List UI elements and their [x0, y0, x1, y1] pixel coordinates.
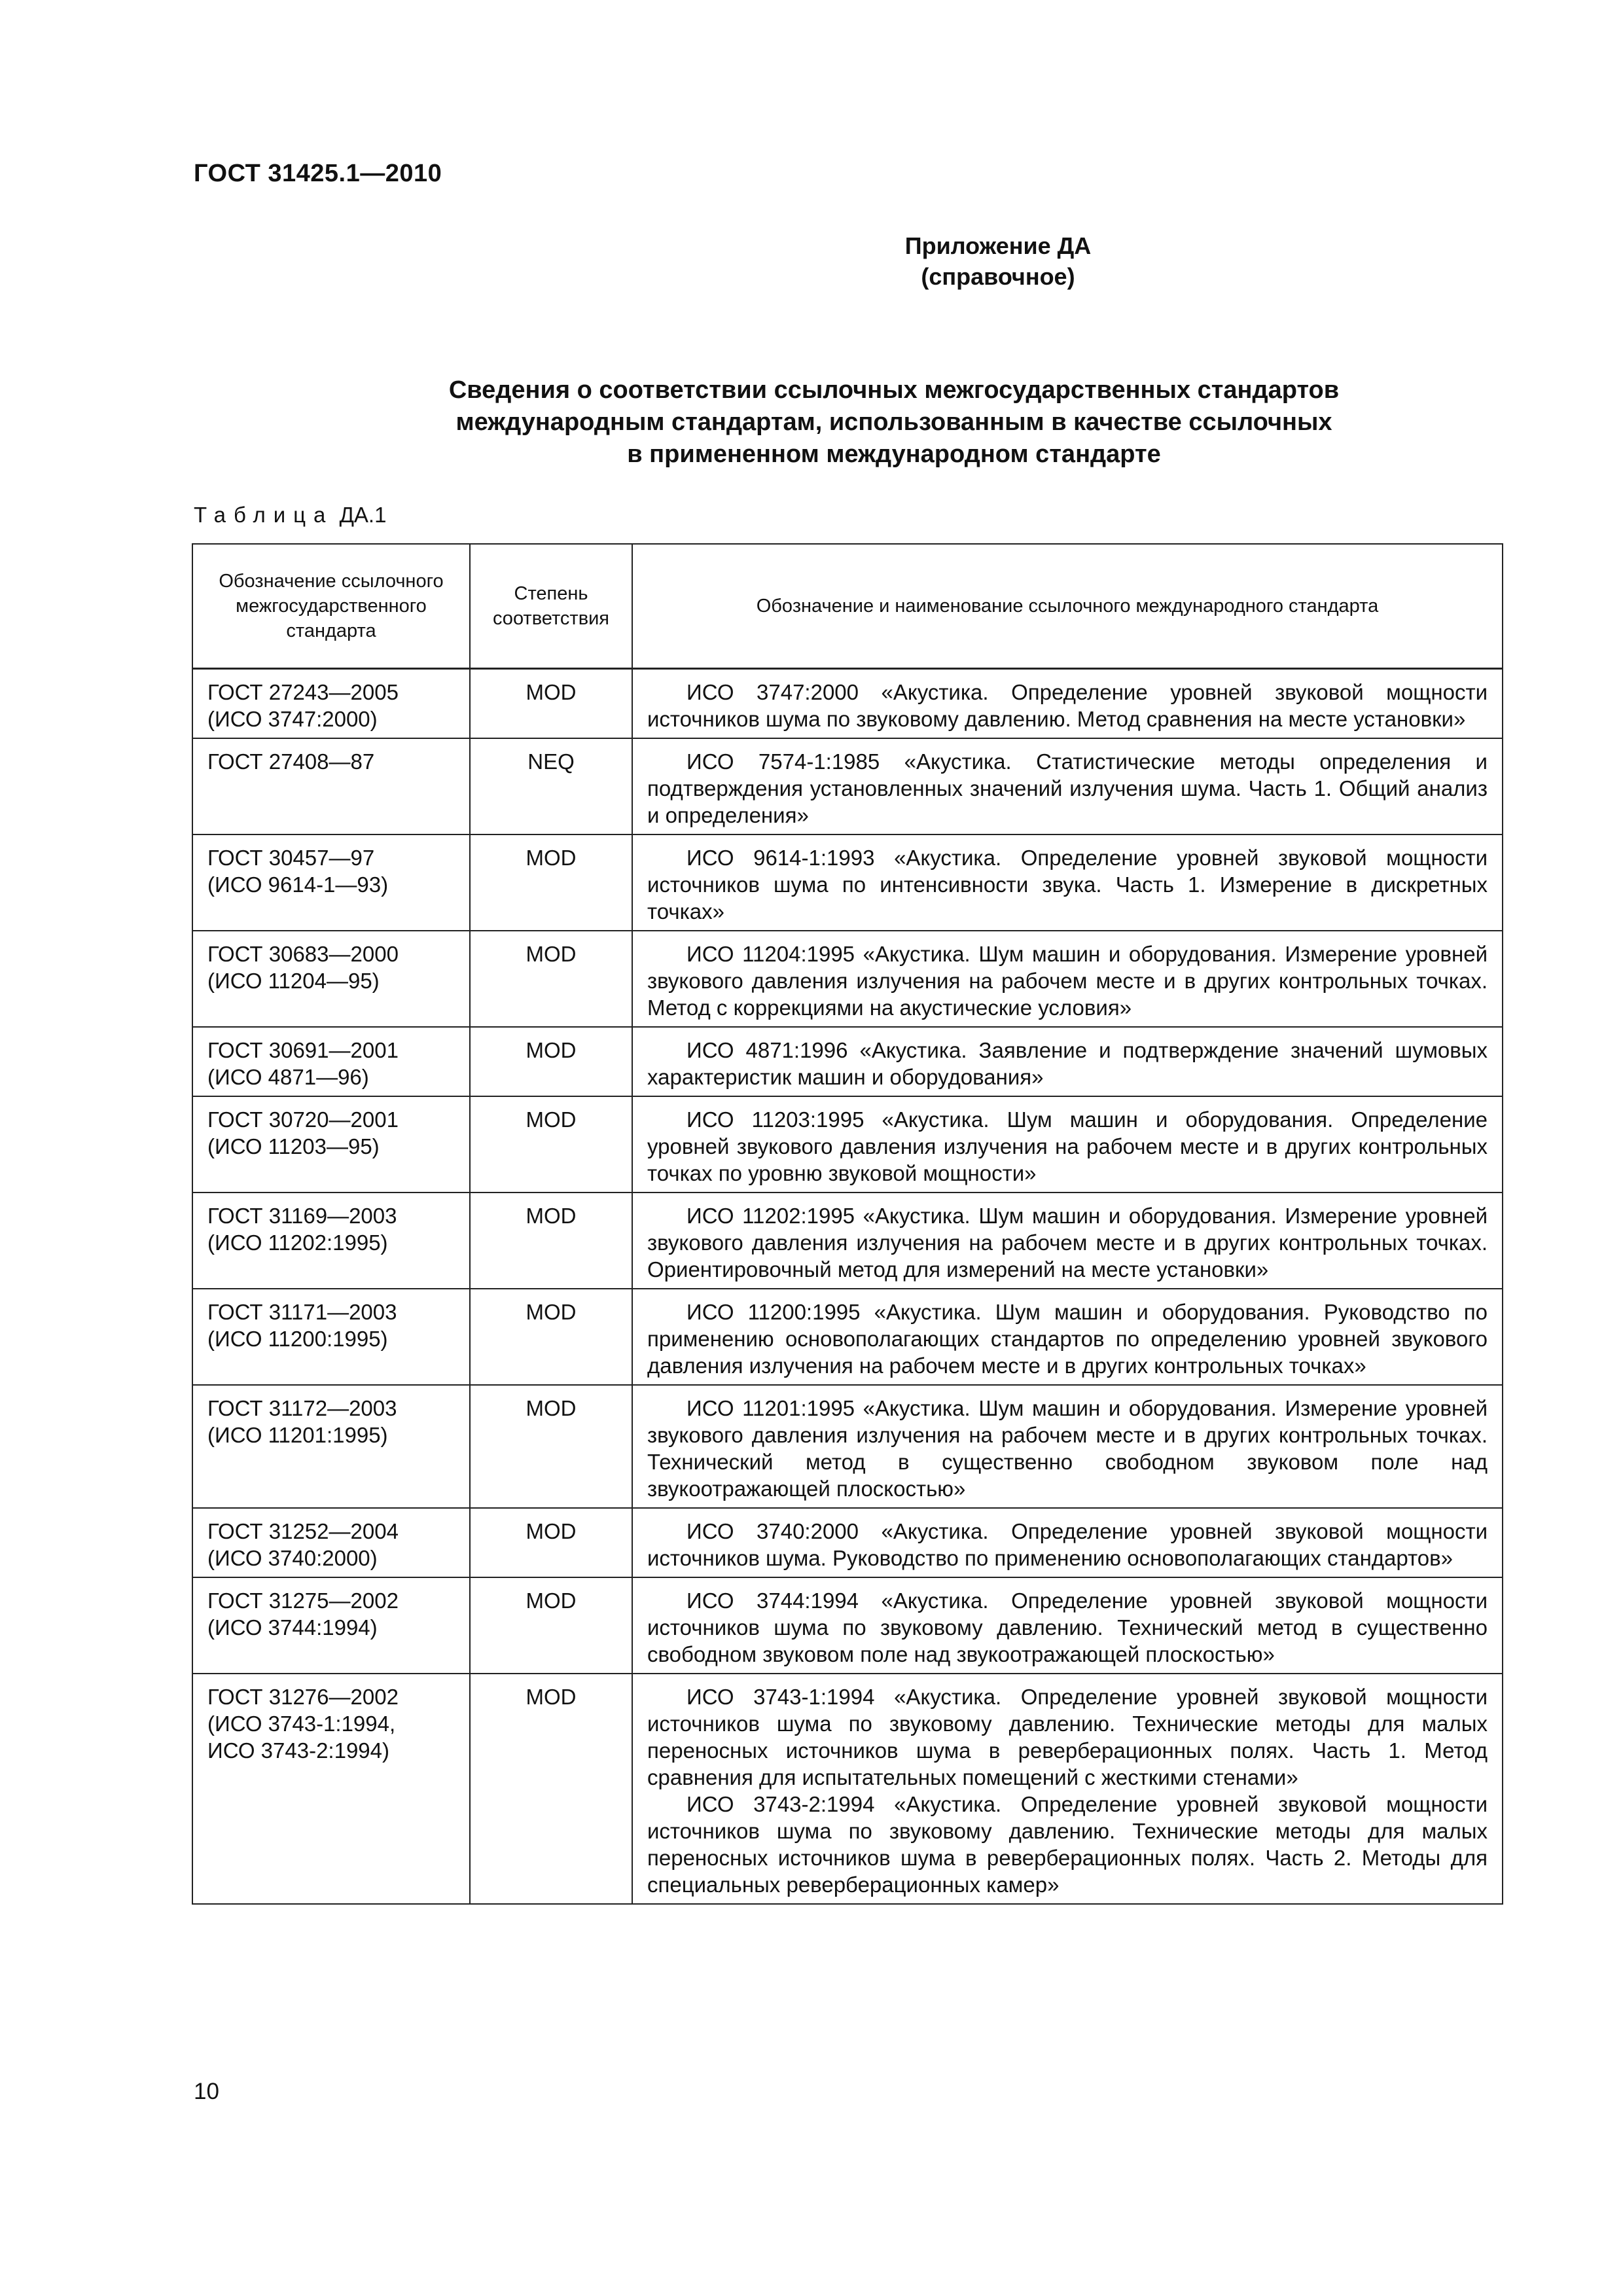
international-standard-description: ИСО 3747:2000 «Акустика. Определение уровней звуковой мощности источников шума по звуковому давлению. Метод сравнения на месте установки»	[647, 680, 1488, 731]
interstate-standard-line: ГОСТ 31172—2003	[207, 1396, 397, 1420]
interstate-standard-line: ГОСТ 31169—2003	[207, 1204, 397, 1228]
table-body	[192, 669, 1503, 1905]
interstate-standard-line: ГОСТ 30691—2001	[207, 1038, 399, 1062]
interstate-standard-line: ГОСТ 27243—2005	[207, 680, 399, 704]
section-title-line: в примененном международном стандарте	[627, 440, 1161, 468]
interstate-standard-line: (ИСО 11203—95)	[207, 1134, 380, 1158]
international-standard-description: ИСО 11204:1995 «Акустика. Шум машин и оборудования. Измерение уровней звукового давления излучения на рабочем месте и в других контрольных точках. Метод с коррекциями на акустические условия»	[647, 942, 1488, 1020]
correspondence-degree-cell: MOD	[470, 1674, 632, 1904]
correspondence-degree-cell: MOD	[470, 1096, 632, 1193]
section-title-line: международным стандартам, использованным в качестве ссылочных	[455, 408, 1332, 436]
appendix-type: (справочное)	[921, 263, 1075, 290]
interstate-standard-cell	[192, 1193, 470, 1289]
international-standard-description: ИСО 3743-2:1994 «Акустика. Определение уровней звуковой мощности источников шума по звуковому давлению. Технические методы для малых переносных источников шума в реверберационных полях. Часть 2. Методы для специальных реверберационных камер»	[647, 1792, 1488, 1897]
interstate-standard-line: (ИСО 11200:1995)	[207, 1327, 388, 1351]
correspondence-degree-cell: MOD	[470, 1193, 632, 1289]
interstate-standard-line: ИСО 3743-2:1994)	[207, 1738, 389, 1763]
table-row	[192, 669, 1503, 739]
appendix-heading	[0, 230, 1623, 292]
interstate-standard-line: ГОСТ 31276—2002	[207, 1685, 399, 1709]
table-row	[192, 1577, 1503, 1674]
table-header-row	[192, 544, 1503, 669]
correspondence-degree-cell: MOD	[470, 1385, 632, 1508]
table-row	[192, 1193, 1503, 1289]
document-header-code: ГОСТ 31425.1—2010	[194, 160, 442, 187]
interstate-standard-line: ГОСТ 30720—2001	[207, 1107, 399, 1132]
correspondence-degree-cell: MOD	[470, 1508, 632, 1577]
interstate-standard-line: (ИСО 4871—96)	[207, 1065, 369, 1089]
interstate-standard-line: (ИСО 3747:2000)	[207, 707, 378, 731]
interstate-standard-cell	[192, 1027, 470, 1096]
interstate-standard-line: (ИСО 9614-1—93)	[207, 872, 389, 897]
correspondence-degree-cell: MOD	[470, 931, 632, 1027]
interstate-standard-line: ГОСТ 31252—2004	[207, 1519, 399, 1543]
table-row	[192, 1289, 1503, 1385]
interstate-standard-cell	[192, 1096, 470, 1193]
table-row	[192, 1096, 1503, 1193]
interstate-standard-line: (ИСО 11204—95)	[207, 969, 380, 993]
table-row	[192, 1674, 1503, 1904]
interstate-standard-cell	[192, 1385, 470, 1508]
interstate-standard-line: ГОСТ 31275—2002	[207, 1588, 399, 1613]
interstate-standard-cell	[192, 1289, 470, 1385]
section-title	[194, 374, 1503, 471]
correspondence-degree-cell: MOD	[470, 1289, 632, 1385]
international-standard-cell	[632, 1674, 1503, 1904]
international-standard-description: ИСО 11203:1995 «Акустика. Шум машин и оборудования. Определение уровней звукового давления излучения на рабочем месте и в других контрольных точках по уровню звуковой мощности»	[647, 1107, 1488, 1185]
table-row	[192, 1385, 1503, 1508]
international-standard-cell	[632, 738, 1503, 834]
interstate-standard-cell	[192, 1577, 470, 1674]
interstate-standard-line: (ИСО 3740:2000)	[207, 1546, 378, 1570]
international-standard-description: ИСО 7574-1:1985 «Акустика. Статистические методы определения и подтверждения установленных значений излучения шума. Часть 1. Общий анализ и определения»	[647, 749, 1488, 827]
international-standard-cell	[632, 1193, 1503, 1289]
interstate-standard-line: (ИСО 3743-1:1994,	[207, 1712, 396, 1736]
international-standard-description: ИСО 11201:1995 «Акустика. Шум машин и оборудования. Измерение уровней звукового давления излучения на рабочем месте и в других контрольных точках. Технический метод в существенно свободном звуковом поле над звукоотражающей плоскостью»	[647, 1396, 1488, 1501]
table-row	[192, 931, 1503, 1027]
table-row	[192, 1027, 1503, 1096]
header-interstate-standard: Обозначение ссылочного межгосударственного стандарта	[192, 544, 470, 669]
international-standard-description: ИСО 3743-1:1994 «Акустика. Определение уровней звуковой мощности источников шума по звуковому давлению. Технические методы для малых переносных источников шума в реверберационных полях. Часть 1. Метод сравнения для испытательных помещений с жесткими стенами»	[647, 1685, 1488, 1789]
interstate-standard-cell	[192, 1674, 470, 1904]
interstate-standard-cell	[192, 1508, 470, 1577]
page-number: 10	[194, 2079, 219, 2104]
interstate-standard-cell	[192, 931, 470, 1027]
header-international-standard: Обозначение и наименование ссылочного международного стандарта	[632, 544, 1503, 669]
interstate-standard-line: (ИСО 11202:1995)	[207, 1230, 388, 1255]
international-standard-cell	[632, 1577, 1503, 1674]
international-standard-cell	[632, 1096, 1503, 1193]
table-caption	[194, 503, 386, 528]
interstate-standard-cell	[192, 834, 470, 931]
international-standard-description: ИСО 9614-1:1993 «Акустика. Определение уровней звуковой мощности источников шума по интенсивности звука. Часть 1. Измерение в дискретных точках»	[647, 846, 1488, 924]
international-standard-cell	[632, 834, 1503, 931]
international-standard-cell	[632, 669, 1503, 739]
correspondence-degree-cell: MOD	[470, 669, 632, 739]
correspondence-degree-cell: NEQ	[470, 738, 632, 834]
table-row	[192, 1508, 1503, 1577]
international-standard-cell	[632, 1508, 1503, 1577]
interstate-standard-line: ГОСТ 30683—2000	[207, 942, 399, 966]
correspondence-degree-cell: MOD	[470, 1027, 632, 1096]
table-row	[192, 738, 1503, 834]
international-standard-description: ИСО 3744:1994 «Акустика. Определение уровней звуковой мощности источников шума по звуковому давлению. Технический метод в существенно свободном звуковом поле над звукоотражающей плоскостью»	[647, 1588, 1488, 1666]
section-title-line: Сведения о соответствии ссылочных межгосударственных стандартов	[448, 376, 1340, 404]
correspondence-degree-cell: MOD	[470, 1577, 632, 1674]
header-correspondence-degree: Степень соответствия	[470, 544, 632, 669]
standards-correspondence-table	[192, 543, 1503, 1905]
interstate-standard-line: (ИСО 3744:1994)	[207, 1615, 378, 1640]
international-standard-cell	[632, 931, 1503, 1027]
international-standard-cell	[632, 1289, 1503, 1385]
interstate-standard-line: (ИСО 11201:1995)	[207, 1423, 388, 1447]
international-standard-description: ИСО 3740:2000 «Акустика. Определение уровней звуковой мощности источников шума. Руководство по применению основополагающих стандартов»	[647, 1519, 1488, 1570]
international-standard-description: ИСО 11202:1995 «Акустика. Шум машин и оборудования. Измерение уровней звукового давления излучения на рабочем месте и в других контрольных точках. Ориентировочный метод для измерений на месте установки»	[647, 1204, 1488, 1282]
international-standard-description: ИСО 4871:1996 «Акустика. Заявление и подтверждение значений шумовых характеристик машин и оборудования»	[647, 1038, 1488, 1089]
correspondence-degree-cell: MOD	[470, 834, 632, 931]
interstate-standard-cell	[192, 669, 470, 739]
table-row	[192, 834, 1503, 931]
interstate-standard-cell	[192, 738, 470, 834]
international-standard-cell	[632, 1385, 1503, 1508]
appendix-title: Приложение ДА	[904, 232, 1092, 259]
interstate-standard-line: ГОСТ 27408—87	[207, 749, 375, 774]
table-caption-id: ДА.1	[339, 503, 387, 527]
interstate-standard-line: ГОСТ 30457—97	[207, 846, 375, 870]
table-caption-word: Таблица	[194, 503, 334, 527]
international-standard-cell	[632, 1027, 1503, 1096]
interstate-standard-line: ГОСТ 31171—2003	[207, 1300, 397, 1324]
international-standard-description: ИСО 11200:1995 «Акустика. Шум машин и оборудования. Руководство по применению основополагающих стандартов по определению уровней звукового давления излучения на рабочем месте и в других контрольных точках»	[647, 1300, 1488, 1378]
